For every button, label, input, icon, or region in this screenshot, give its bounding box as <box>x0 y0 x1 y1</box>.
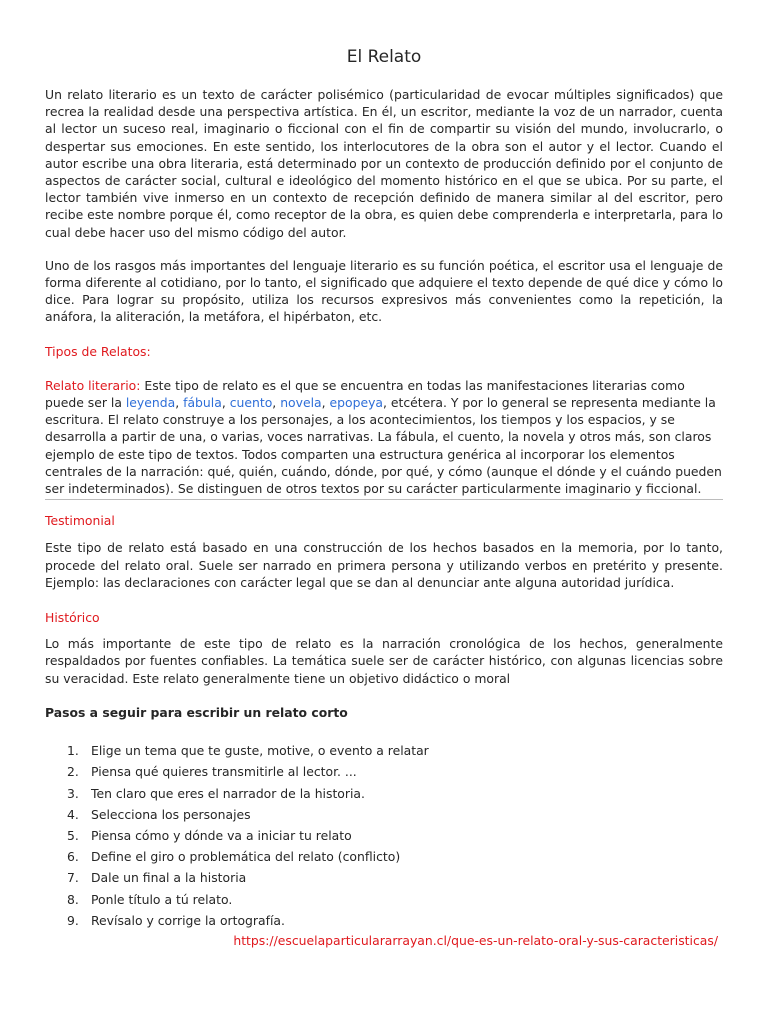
link-novela[interactable]: novela <box>280 395 322 411</box>
step-number: 3. <box>67 785 79 801</box>
list-item <box>45 825 723 846</box>
list-item <box>45 740 723 761</box>
step-number: 9. <box>67 912 79 928</box>
pasos-heading: Pasos a seguir para escribir un relato corto <box>45 704 348 720</box>
link-leyenda[interactable]: leyenda <box>125 395 176 411</box>
separator: , <box>175 395 184 411</box>
link-fabula[interactable]: fábula <box>183 395 222 411</box>
separator: , <box>321 395 330 411</box>
relato-literario-label: Relato literario: <box>45 377 141 393</box>
step-text: Piensa cómo y dónde va a iniciar tu relato <box>91 827 352 843</box>
list-item <box>45 867 723 888</box>
list-item <box>45 761 723 782</box>
tipos-heading: Tipos de Relatos: <box>45 343 151 359</box>
list-item <box>45 846 723 867</box>
step-text: Define el giro o problemática del relato (conflicto) <box>91 849 401 865</box>
step-text: Ten claro que eres el narrador de la historia. <box>91 785 365 801</box>
separator: , <box>221 395 230 411</box>
source-link[interactable]: https://escuelaparticulararrayan.cl/que-es-un-relato-oral-y-sus-caracteristicas/ <box>233 932 718 948</box>
step-number: 7. <box>67 870 79 886</box>
list-item <box>45 889 723 910</box>
step-number: 2. <box>67 764 79 780</box>
list-item <box>45 783 723 804</box>
separator: , <box>272 395 281 411</box>
step-text: Selecciona los personajes <box>91 806 251 822</box>
intro-paragraph-1: Un relato literario es un texto de carácter polisémico (particularidad de evocar múltiples significados) que recrea la realidad desde una perspectiva artística. En él, un escritor, mediante la voz de un narrador, cuenta al lector un suceso real, imaginario o ficcional con el fin de compartir su visión del mundo, involucrarlo, o despertar sus emociones. En este sentido, los interlocutores de la obra son el autor y el lector. Cuando el autor escribe una obra literaria, está determinado por un contexto de producción definido por el conjunto de aspectos de carácter social, cultural e ideológico del momento histórico en el que se ubica. Por su parte, el lector también vive inmerso en un contexto de recepción definido de manera similar al del escritor, pero recibe este nombre porque él, como receptor de la obra, es quien debe comprenderla e interpretarla, para lo cual debe hacer uso del mismo código del autor. <box>45 87 723 240</box>
step-number: 6. <box>67 849 79 865</box>
historico-paragraph: Lo más importante de este tipo de relato es la narración cronológica de los hechos, generalmente respaldados por fuentes confiables. La temática suele ser de carácter histórico, con algunas licencias sobre su veracidad. Este relato generalmente tiene un objetivo didáctico o moral <box>45 636 723 686</box>
link-cuento[interactable]: cuento <box>229 395 273 411</box>
step-text: Dale un final a la historia <box>91 870 247 886</box>
section-divider <box>45 499 723 500</box>
steps-list <box>45 740 723 931</box>
link-epopeya[interactable]: epopeya <box>329 395 383 411</box>
document-title: El Relato <box>346 47 422 67</box>
step-number: 8. <box>67 891 79 907</box>
relato-literario-text-b: , etcétera. Y por lo general se representa mediante la escritura. El relato construye a los personajes, a los acontecimientos, los tiempos y los espacios, y se desarrolla a partir de una, o varias, voces narrativas. La fábula, el cuento, la novela y otros más, son claros ejemplo de este tipo de textos. Todos comparten una estructura genérica al incorporar los elementos centrales de la narración: qué, quién, cuándo, dónde, por qué, y cómo (aunque el dónde y el cuándo pueden ser indeterminados). Se distinguen de otros textos por su carácter particularmente imaginario y ficcional. <box>45 395 722 497</box>
step-text: Revísalo y corrige la ortografía. <box>91 912 285 928</box>
step-number: 4. <box>67 806 79 822</box>
relato-literario-text-a: Este tipo de relato es el que se encuentra en todas las manifestaciones literarias como puede ser la <box>45 377 685 411</box>
relato-literario-paragraph <box>45 377 723 497</box>
list-item <box>45 804 723 825</box>
testimonial-heading: Testimonial <box>45 513 115 529</box>
step-text: Ponle título a tú relato. <box>91 891 233 907</box>
step-number: 5. <box>67 827 79 843</box>
step-text: Elige un tema que te guste, motive, o evento a relatar <box>91 743 429 759</box>
step-number: 1. <box>67 743 79 759</box>
intro-paragraph-2: Uno de los rasgos más importantes del lenguaje literario es su función poética, el escritor usa el lenguaje de forma diferente al cotidiano, por lo tanto, el significado que adquiere el texto depende de qué dice y cómo lo dice. Para lograr su propósito, utiliza los recursos expresivos más convenientes como la repetición, la anáfora, la aliteración, la metáfora, el hipérbaton, etc. <box>45 257 723 325</box>
testimonial-paragraph: Este tipo de relato está basado en una construcción de los hechos basados en la memoria, por lo tanto, procede del relato oral. Suele ser narrado en primera persona y utilizando verbos en pretérito y presente. Ejemplo: las declaraciones con carácter legal que se dan al denunciar ante alguna autoridad jurídica. <box>45 540 723 590</box>
step-text: Piensa qué quieres transmitirle al lector. ... <box>91 764 357 780</box>
historico-heading: Histórico <box>45 610 100 626</box>
list-item <box>45 910 723 931</box>
